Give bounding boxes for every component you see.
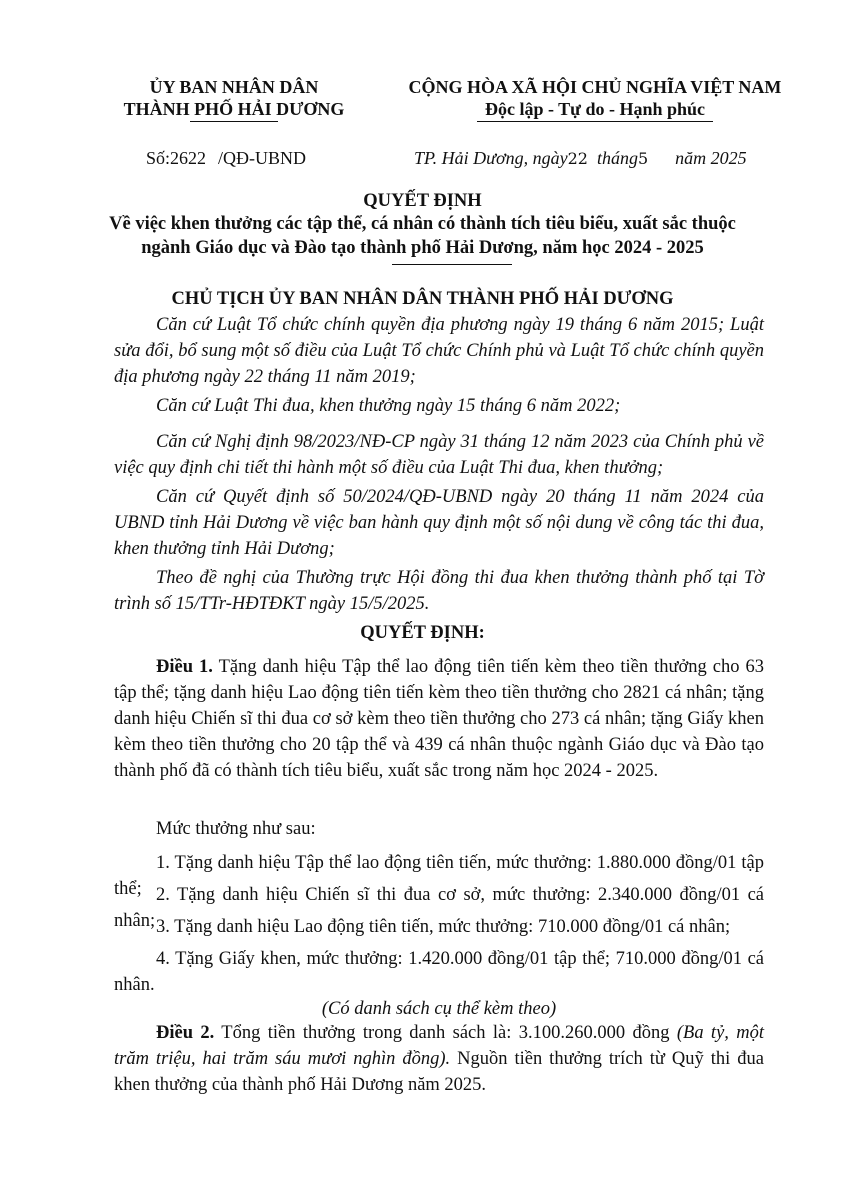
national-header [385, 76, 805, 120]
article-2 [114, 1020, 764, 1098]
date-place: TP. Hải Dương, ngày [414, 148, 568, 168]
doc-number-suffix: /QĐ-UBND [218, 148, 307, 168]
agency-underline [190, 121, 278, 122]
national-name: CỘNG HÒA XÃ HỘI CHỦ NGHĨA VIỆT NAM [408, 77, 782, 97]
reward-item-1: 1. Tặng danh hiệu Tập thể lao động tiên tiến, mức thưởng: 1.880.000 đồng/01 tập thể; [114, 853, 764, 899]
decision-heading: QUYẾT ĐỊNH: [360, 623, 485, 643]
reward-intro: Mức thưởng như sau: [156, 819, 316, 839]
document-number [146, 145, 306, 171]
date-month-label: tháng [596, 148, 638, 168]
issuing-authority: CHỦ TỊCH ỦY BAN NHÂN DÂN THÀNH PHỐ HẢI DƯƠNG [171, 289, 674, 309]
national-motto: Độc lập - Tự do - Hạnh phúc [484, 99, 706, 119]
article-2-text-b: Nguồn tiền thưởng trích từ Quỹ thi đua khen thưởng của thành phố Hải Dương năm 2025. [114, 1049, 764, 1095]
date-day: 22 [567, 149, 588, 168]
article-2-text-a: Tổng tiền thưởng trong danh sách là: 3.100.260.000 đồng [221, 1023, 670, 1043]
motto-underline [477, 121, 713, 122]
legal-basis-3: Căn cứ Nghị định 98/2023/NĐ-CP ngày 31 tháng 12 năm 2023 của Chính phủ về việc quy định chi tiết thi hành một số điều của Luật Thi đua, khen thưởng; [114, 432, 764, 478]
subject-line-2: ngành Giáo dục và Đào tạo thành phố Hải Dương, năm học 2024 - 2025 [141, 238, 704, 258]
date-line [414, 145, 747, 172]
doc-number-prefix: Số: [146, 148, 171, 168]
issuing-agency [104, 76, 364, 120]
article-1-label: Điều 1. [156, 657, 213, 677]
reward-item-2: 2. Tặng danh hiệu Chiến sĩ thi đua cơ sở, mức thưởng: 2.340.000 đồng/01 cá nhân; [114, 885, 764, 931]
agency-line-2: THÀNH PHỐ HẢI DƯƠNG [123, 99, 345, 119]
article-1 [114, 654, 764, 784]
subject-underline [392, 264, 512, 265]
legal-basis-5: Theo đề nghị của Thường trực Hội đồng thi đua khen thưởng thành phố tại Tờ trình số 15/TTr-HĐTĐKT ngày 15/5/2025. [114, 568, 764, 614]
article-1-text: Tặng danh hiệu Tập thể lao động tiên tiến kèm theo tiền thưởng cho 63 tập thể; tặng danh hiệu Lao động tiên tiến kèm theo tiền thưởng cho 2821 cá nhân; tặng danh hiệu Chiến sĩ thi đua cơ sở kèm theo tiền thưởng cho 273 cá nhân; tặng Giấy khen kèm theo tiền thưởng cho 20 tập thể và 439 cá nhân thuộc ngành Giáo dục và Đào tạo thành phố đã có thành tích tiêu biểu, xuất sắc trong năm học 2024 - 2025. [114, 657, 765, 781]
date-year: năm 2025 [675, 148, 747, 168]
doc-number-value: 2622 [170, 148, 207, 168]
agency-line-1: ỦY BAN NHÂN DÂN [149, 77, 319, 97]
document-subject [60, 212, 785, 260]
reward-item-3: 3. Tặng danh hiệu Lao động tiên tiến, mức thưởng: 710.000 đồng/01 cá nhân; [156, 917, 731, 937]
attachment-note: (Có danh sách cụ thể kèm theo) [321, 999, 557, 1019]
reward-item-4: 4. Tặng Giấy khen, mức thưởng: 1.420.000 đồng/01 tập thể; 710.000 đồng/01 cá nhân. [114, 949, 764, 995]
document-type-heading: QUYẾT ĐỊNH [363, 191, 482, 211]
article-2-label: Điều 2. [156, 1023, 215, 1043]
legal-basis-2: Căn cứ Luật Thi đua, khen thưởng ngày 15 tháng 6 năm 2022; [156, 396, 621, 416]
article-2-amount-words: (Ba tỷ, một trăm triệu, hai trăm sáu mươi nghìn đồng). [114, 1023, 765, 1069]
legal-basis-4: Căn cứ Quyết định số 50/2024/QĐ-UBND ngày 20 tháng 11 năm 2024 của UBND tỉnh Hải Dương về việc ban hành quy định một số nội dung về công tác thi đua, khen thưởng tỉnh Hải Dương; [114, 487, 764, 559]
subject-line-1: Về việc khen thưởng các tập thể, cá nhân có thành tích tiêu biểu, xuất sắc thuộc [109, 214, 736, 234]
legal-basis-1: Căn cứ Luật Tổ chức chính quyền địa phương ngày 19 tháng 6 năm 2015; Luật sửa đổi, bổ sung một số điều của Luật Tổ chức Chính phủ và Luật Tổ chức chính quyền địa phương ngày 22 tháng 11 năm 2019; [114, 315, 764, 387]
date-month: 5 [637, 149, 649, 168]
